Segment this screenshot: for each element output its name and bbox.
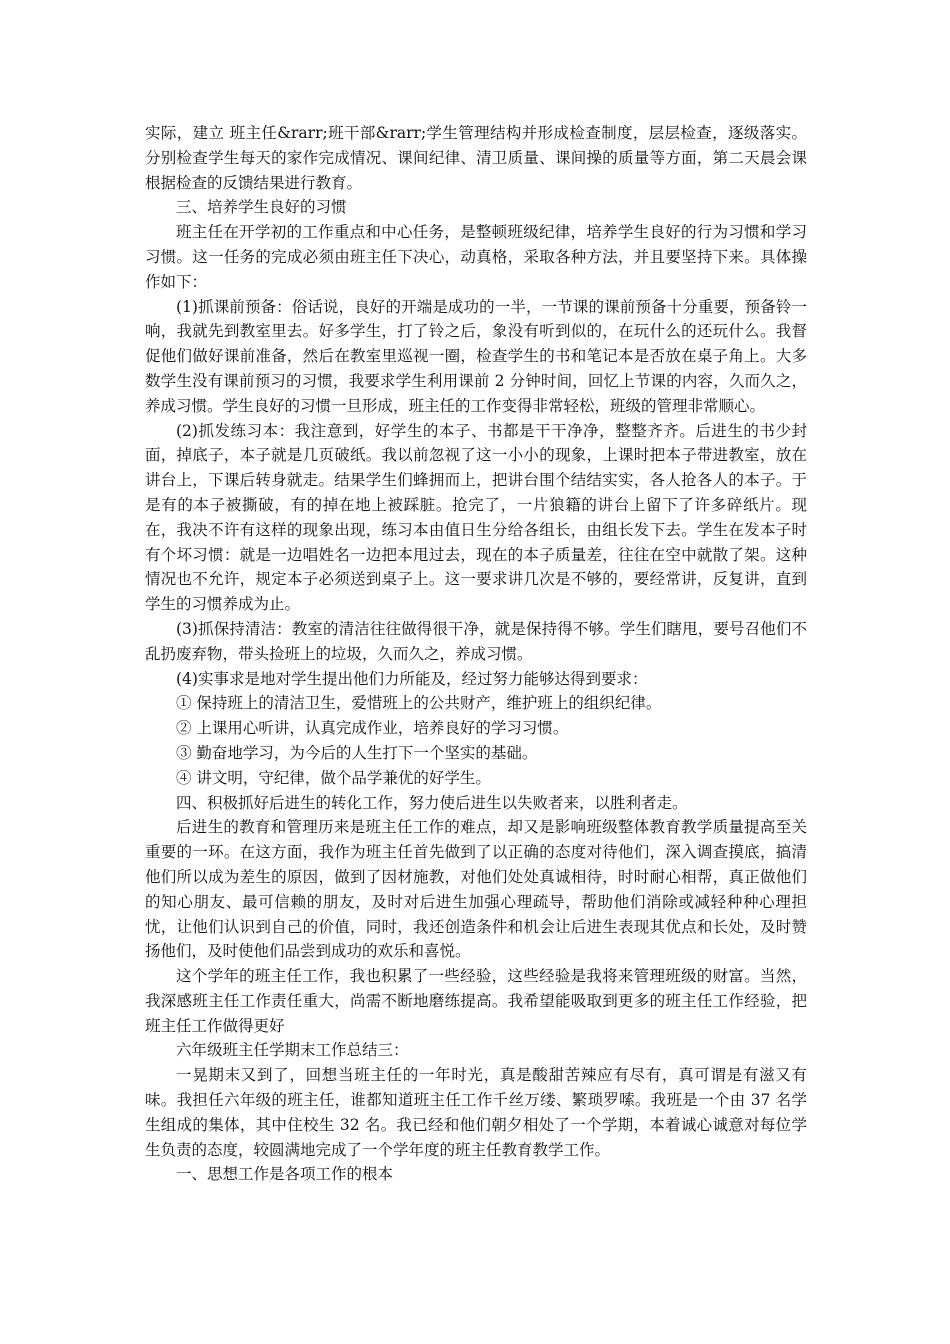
paragraph-continuation: 实际，建立 班主任&rarr;班干部&rarr;学生管理结构并形成检查制度，层层检查，逐级落实。分别检查学生每天的家作完成情况、课间纪律、清卫质量、课间操的质量等方面，第二天晨会课根据检查的反馈结果进行教育。 xyxy=(145,124,807,192)
section-heading-3: 三、培养学生良好的习惯 xyxy=(176,198,347,217)
paragraph: (2)抓发练习本：我注意到，好学生的本子、书都是干干净净，整整齐齐。后进生的书少封面，掉底子，本子就是几页破纸。我以前忽视了这一小小的现象，上课时把本子带进教室，放在讲台上，下课后转身就走。结果学生们蜂拥而上，把讲台围个结结实实，各人抢各人的本子。于是有的本子被撕破，有的掉在地上被踩脏。抢完了，一片狼籍的讲台上留下了许多碎纸片。现在，我决不许有这样的现象出现，练习本由值日生分给各组长，由组长发下去。学生在发本子时有个坏习惯：就是一边唱姓名一边把本甩过去，现在的本子质量差，往往在空中就散了架。这种情况也不允许，规定本子必须送到桌子上。这一要求讲几次是不够的，要经常讲，反复讲，直到学生的习惯养成为止。 xyxy=(145,421,807,614)
document-body xyxy=(145,121,807,1187)
paragraph: (1)抓课前预备：俗话说，良好的开端是成功的一半，一节课的课前预备十分重要，预备铃一响，我就先到教室里去。好多学生，打了铃之后，象没有听到似的，在玩什么的还玩什么。我督促他们做好课前准备，然后在教室里巡视一圈，检查学生的书和笔记本是否放在桌子角上。大多数学生没有课前预习的习惯，我要求学生利用课前 2 分钟时间，回忆上节课的内容，久而久之，养成习惯。学生良好的习惯一旦形成，班主任的工作变得非常轻松，班级的管理非常顺心。 xyxy=(145,297,807,415)
section-heading-4: 四、积极抓好后进生的转化工作，努力使后进生以失败者来，以胜利者走。 xyxy=(176,793,688,812)
section-heading-1: 一、思想工作是各项工作的根本 xyxy=(176,1165,394,1184)
paragraph: 班主任在开学初的工作重点和中心任务，是整顿班级纪律，培养学生良好的行为习惯和学习习惯。这一任务的完成必须由班主任下决心，动真格，采取各种方法，并且要坚持下来。具体操作如下： xyxy=(145,223,807,291)
list-item: ② 上课用心听讲，认真完成作业，培养良好的学习习惯。 xyxy=(176,719,569,738)
list-item: ④ 讲文明，守纪律，做个品学兼优的好学生。 xyxy=(176,768,491,787)
paragraph: 一晃期末又到了，回想当班主任的一年时光，真是酸甜苦辣应有尽有，真可谓是有滋又有味。我担任六年级的班主任，谁都知道班主任工作千丝万缕、繁琐罗嗦。我班是一个由 37 名学生组成的集体，其中住校生 32 名。我已经和他们朝夕相处了一个学期，本着诚心诚意对每位学生负责的态度，较圆满地完成了一个学年度的班主任教育教学工作。 xyxy=(145,1066,807,1159)
paragraph: (3)抓保持清洁：教室的清洁往往做得很干净，就是保持得不够。学生们瞎甩，要号召他们不乱扔废弃物，带头捡班上的垃圾，久而久之，养成习惯。 xyxy=(145,619,807,663)
list-item: ① 保持班上的清洁卫生，爱惜班上的公共财产，维护班上的组织纪律。 xyxy=(176,694,662,713)
paragraph: (4)实事求是地对学生提出他们力所能及，经过努力能够达得到要求： xyxy=(176,669,648,688)
list-item: ③ 勤奋地学习，为今后的人生打下一个坚实的基础。 xyxy=(176,743,538,762)
article-title: 六年级班主任学期末工作总结三： xyxy=(176,1041,409,1060)
paragraph: 后进生的教育和管理历来是班主任工作的难点，却又是影响班级整体教育教学质量提高至关重要的一环。在这方面，我作为班主任首先做到了以正确的态度对待他们，深入调查摸底，搞清他们所以成为差生的原因，做到了因材施教，对他们处处真诚相待，时时耐心相帮，真正做他们的知心朋友、最可信赖的朋友，及时对后进生加强心理疏导，帮助他们消除或减轻种种心理担忧，让他们认识到自己的价值，同时，我还创造条件和机会让后进生表现其优点和长处，及时赞扬他们，及时使他们品尝到成功的欢乐和喜悦。 xyxy=(145,818,807,961)
paragraph: 这个学年的班主任工作，我也积累了一些经验，这些经验是我将来管理班级的财富。当然，我深感班主任工作责任重大，尚需不断地磨练提高。我希望能吸取到更多的班主任工作经验，把班主任工作做得更好 xyxy=(145,967,807,1035)
